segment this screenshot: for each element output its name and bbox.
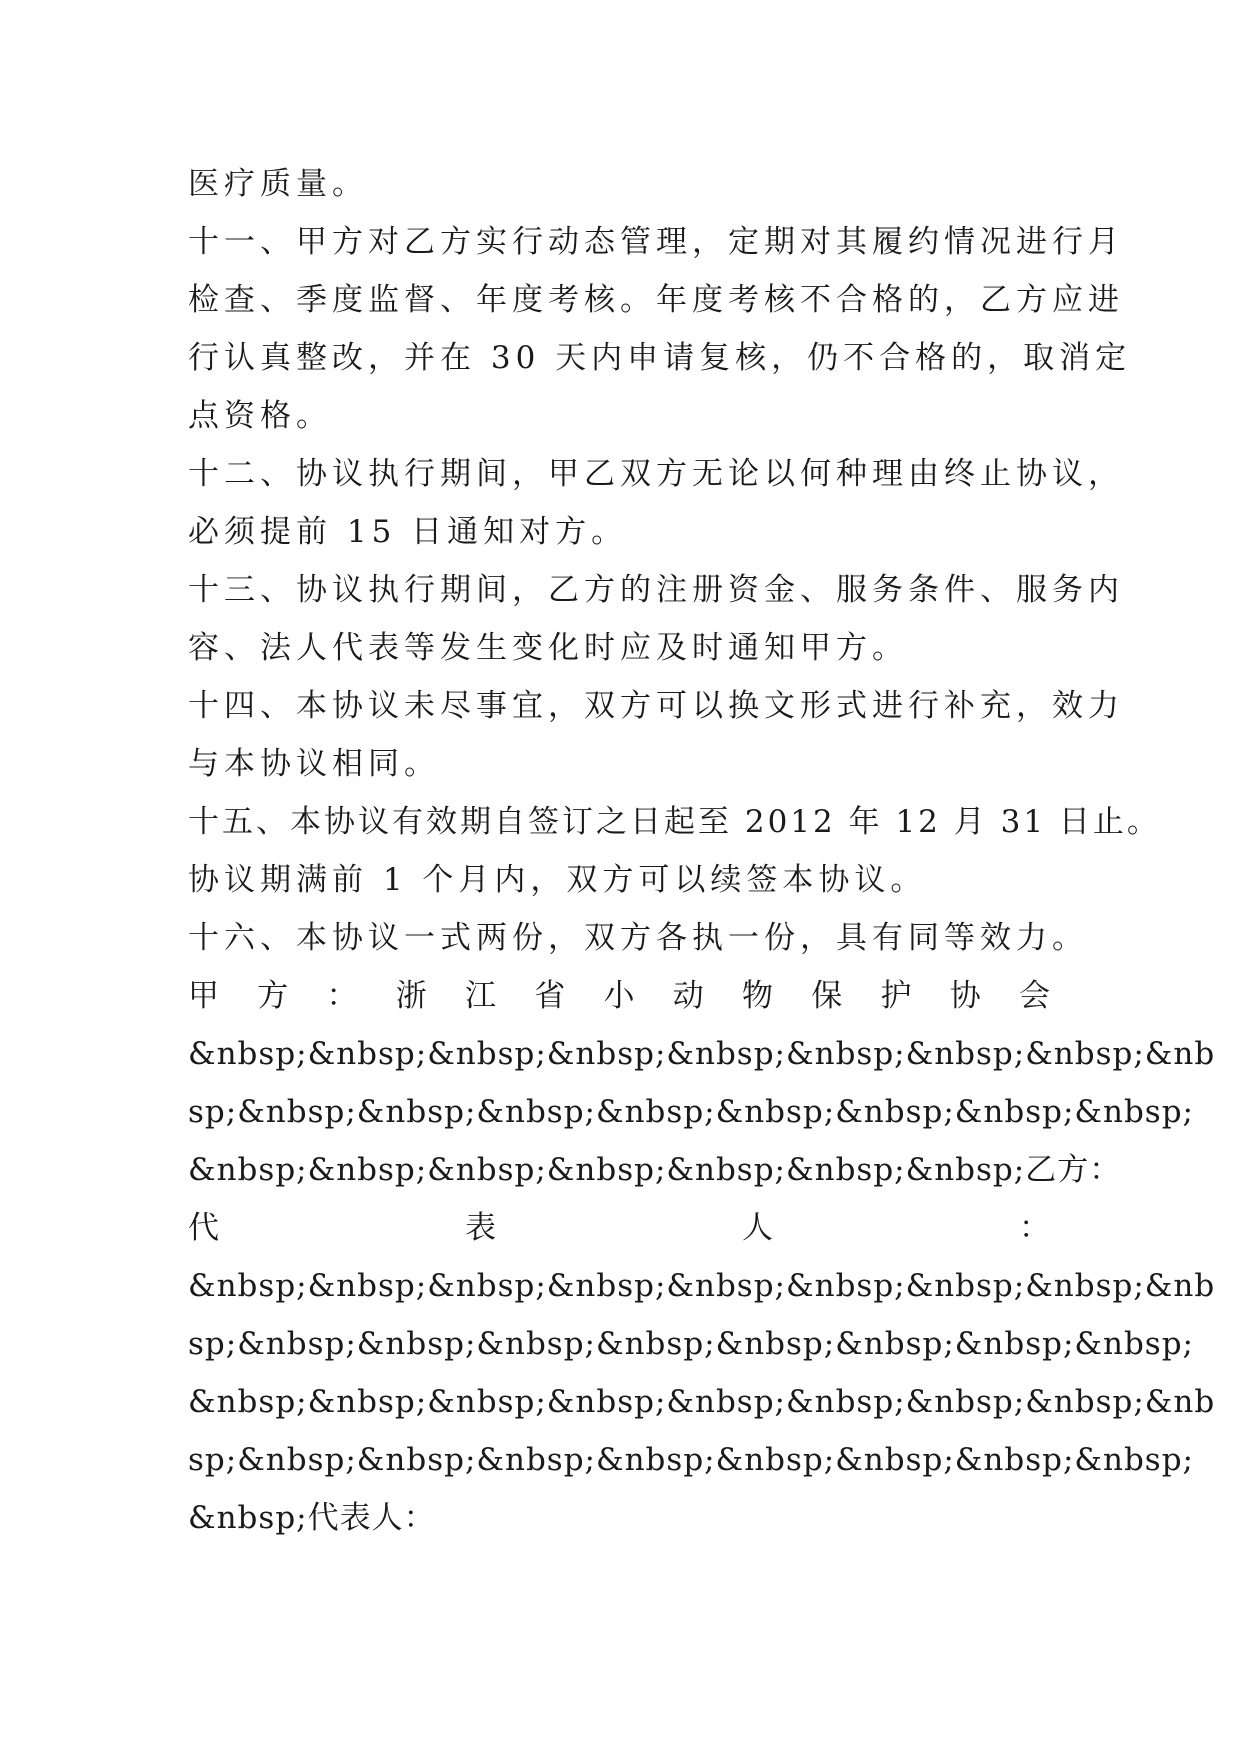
party-a-char: 方 bbox=[257, 978, 289, 1014]
text-line: 容、法人代表等发生变化时应及时通知甲方。 bbox=[188, 630, 908, 666]
text-line: 十四、本协议未尽事宜，双方可以换文形式进行补充，效力 bbox=[188, 688, 1124, 724]
party-a-char: 物 bbox=[742, 978, 773, 1014]
party-a-char: 保 bbox=[811, 978, 843, 1014]
party-a-char: 协 bbox=[949, 978, 981, 1014]
nbsp-text-line: &nbsp;&nbsp;&nbsp;&nbsp;&nbsp;&nbsp;&nbsp;&nbsp;&nb bbox=[188, 1384, 1216, 1420]
party-a-char: 甲 bbox=[188, 978, 219, 1014]
text-line: 十六、本协议一式两份，双方各执一份，具有同等效力。 bbox=[188, 920, 1088, 956]
representative-char: 表 bbox=[465, 1210, 496, 1246]
nbsp-text-line: sp;&nbsp;&nbsp;&nbsp;&nbsp;&nbsp;&nbsp;&nbsp;&nbsp; bbox=[188, 1326, 1195, 1362]
nbsp-text-line: sp;&nbsp;&nbsp;&nbsp;&nbsp;&nbsp;&nbsp;&nbsp;&nbsp; bbox=[188, 1094, 1195, 1130]
party-a-char: 浙 bbox=[395, 978, 427, 1014]
text-line: 十二、协议执行期间，甲乙双方无论以何种理由终止协议， bbox=[188, 456, 1124, 492]
text-line: 检查、季度监督、年度考核。年度考核不合格的，乙方应进 bbox=[188, 282, 1124, 318]
party-a-char: 会 bbox=[1019, 978, 1050, 1014]
representative-char: 人 bbox=[742, 1210, 773, 1246]
text-line: 与本协议相同。 bbox=[188, 746, 440, 782]
party-b-line: &nbsp;&nbsp;&nbsp;&nbsp;&nbsp;&nbsp;&nbsp;乙方： bbox=[188, 1152, 1122, 1188]
text-line: 协议期满前 1 个月内，双方可以续签本协议。 bbox=[188, 862, 927, 898]
representative-line bbox=[188, 1199, 1050, 1257]
text-line: 十一、甲方对乙方实行动态管理，定期对其履约情况进行月 bbox=[188, 224, 1124, 260]
text-line: 行认真整改，并在 30 天内申请复核，仍不合格的，取消定 bbox=[188, 340, 1132, 376]
text-line: 点资格。 bbox=[188, 398, 332, 434]
party-a-char: 省 bbox=[534, 978, 566, 1014]
nbsp-text-line: &nbsp;&nbsp;&nbsp;&nbsp;&nbsp;&nbsp;&nbsp;&nbsp;&nb bbox=[188, 1036, 1216, 1072]
text-line: 必须提前 15 日通知对方。 bbox=[188, 514, 628, 550]
document-body bbox=[188, 155, 1216, 1547]
text-line: 十三、协议执行期间，乙方的注册资金、服务条件、服务内 bbox=[188, 572, 1124, 608]
party-b-representative-line: &nbsp;代表人： bbox=[188, 1500, 436, 1536]
nbsp-text-line: sp;&nbsp;&nbsp;&nbsp;&nbsp;&nbsp;&nbsp;&nbsp;&nbsp; bbox=[188, 1442, 1195, 1478]
party-a-signature-line bbox=[188, 967, 1050, 1025]
party-a-char: 江 bbox=[465, 978, 496, 1014]
party-a-char: ： bbox=[326, 978, 358, 1014]
representative-char: ： bbox=[1019, 1210, 1050, 1246]
representative-char: 代 bbox=[188, 1210, 219, 1246]
text-line: 十五、本协议有效期自签订之日起至 2012 年 12 月 31 日止。 bbox=[188, 804, 1161, 840]
nbsp-text-line: &nbsp;&nbsp;&nbsp;&nbsp;&nbsp;&nbsp;&nbsp;&nbsp;&nb bbox=[188, 1268, 1216, 1304]
text-line: 医疗质量。 bbox=[188, 166, 368, 202]
party-a-char: 小 bbox=[603, 978, 635, 1014]
party-a-char: 护 bbox=[880, 978, 912, 1014]
party-a-char: 动 bbox=[672, 978, 704, 1014]
